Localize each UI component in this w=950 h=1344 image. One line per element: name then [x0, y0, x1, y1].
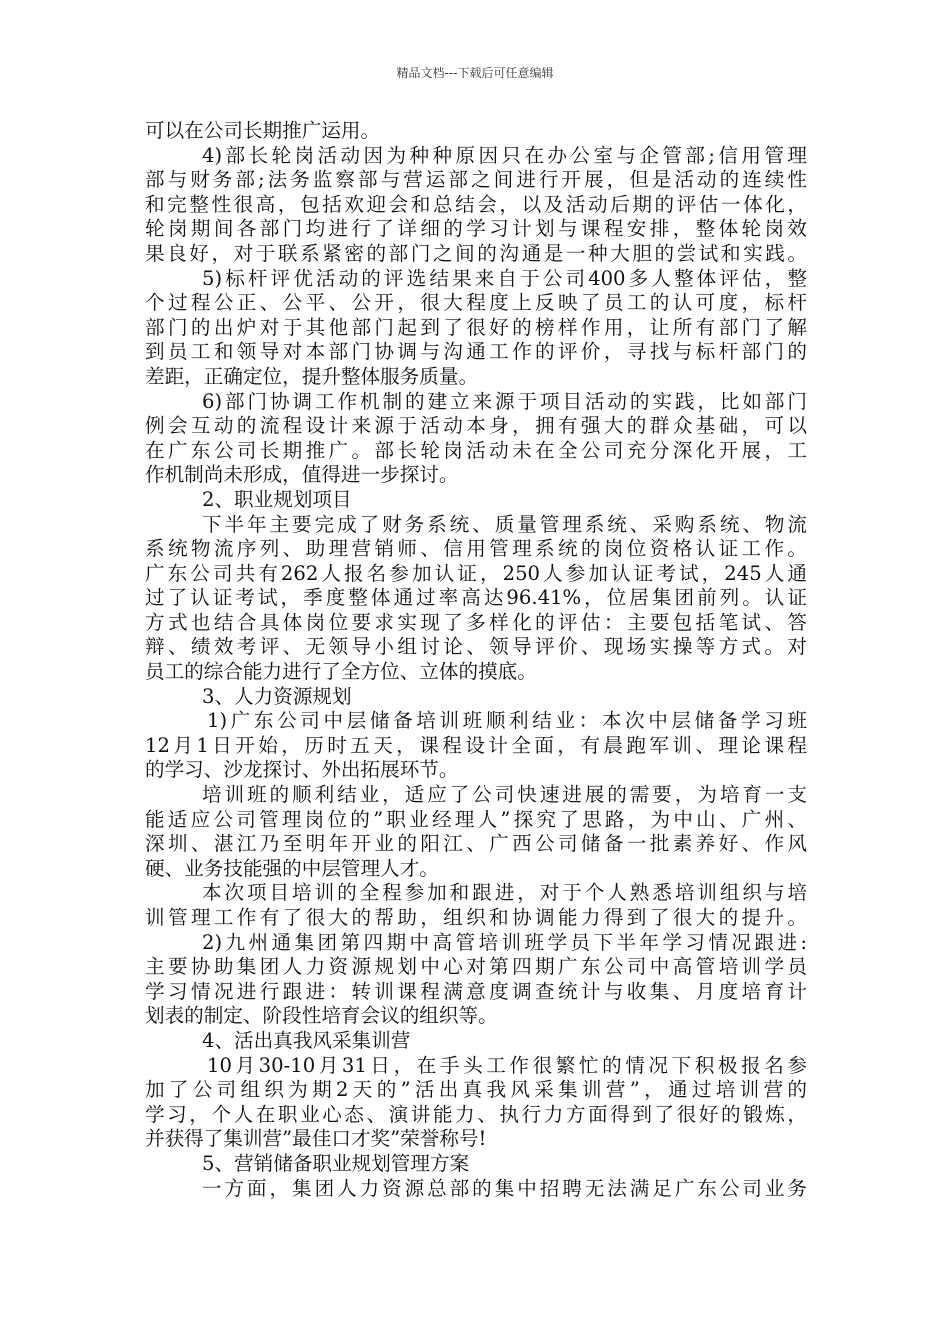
- text-line: 一方面，集团人力资源总部的集中招聘无法满足广东公司业务: [202, 1176, 807, 1200]
- text-line: 并获得了集训营”最佳口才奖”荣誉称号!: [145, 1127, 487, 1151]
- text-line: 轮岗期间各部门均进行了详细的学习计划与课程安排，整体轮岗效: [145, 217, 807, 241]
- text-line: 个过程公正、公平、公开，很大程度上反映了员工的认可度，标杆: [145, 291, 807, 315]
- section-heading: 2、职业规划项目: [202, 487, 352, 511]
- section-heading: 5、营销储备职业规划管理方案: [202, 1151, 470, 1175]
- text-line: 下半年主要完成了财务系统、质量管理系统、采购系统、物流: [202, 512, 807, 536]
- text-line: 在广东公司长期推广。部长轮岗活动未在全公司充分深化开展，工: [145, 438, 807, 462]
- text-line: 培训班的顺利结业，适应了公司快速进展的需要，为培育一支: [202, 783, 807, 807]
- text-line: 部与财务部;法务监察部与营运部之间进行开展，但是活动的连续性: [145, 168, 807, 192]
- text-line: 5)标杆评优活动的评选结果来自于公司400多人整体评估，整: [202, 266, 807, 290]
- text-line: 10月30-10月31日，在手头工作很繁忙的情况下积极报名参: [207, 1053, 807, 1077]
- text-line: 主要协助集团人力资源规划中心对第四期广东公司中高管培训学员: [145, 955, 807, 979]
- text-line: 到员工和领导对本部门协调与沟通工作的评价，寻找与标杆部门的: [145, 340, 807, 364]
- text-line: 可以在公司长期推广运用。: [145, 119, 381, 142]
- text-line: 深圳、湛江乃至明年开业的阳江、广西公司储备一批素养好、作风: [145, 832, 807, 856]
- text-line: 果良好，对于联系紧密的部门之间的沟通是一种大胆的尝试和实践。: [145, 241, 807, 265]
- document-body: [145, 119, 807, 1201]
- text-line: 差距，正确定位，提升整体服务质量。: [145, 364, 479, 388]
- text-line: 划表的制定、阶段性培育会议的组织等。: [145, 1004, 498, 1028]
- text-line: 部门的出炉对于其他部门起到了很好的榜样作用，让所有部门了解: [145, 315, 807, 339]
- text-line: 本次项目培训的全程参加和跟进，对于个人熟悉培训组织与培: [202, 881, 807, 905]
- text-line: 训管理工作有了很大的帮助，组织和协调能力得到了很大的提升。: [145, 906, 807, 929]
- text-line: 广东公司共有262人报名参加认证，250人参加认证考试，245人通: [145, 561, 807, 585]
- text-line: 员工的综合能力进行了全方位、立体的摸底。: [145, 660, 537, 684]
- text-line: 2)九州通集团第四期中高管培训班学员下半年学习情况跟进:: [202, 930, 807, 954]
- text-line: 的学习、沙龙探讨、外出拓展环节。: [145, 758, 459, 782]
- section-heading: 3、人力资源规划: [202, 684, 352, 708]
- text-line: 能适应公司管理岗位的”职业经理人”探究了思路，为中山、广州、: [145, 807, 807, 831]
- section-heading: 4、活出真我风采集训营: [202, 1028, 411, 1052]
- text-line: 例会互动的流程设计来源于活动本身，拥有强大的群众基础，可以: [145, 414, 807, 438]
- text-line: 方式也结合具体岗位要求实现了多样化的评估：主要包括笔试、答: [145, 610, 807, 634]
- text-line: 4)部长轮岗活动因为种种原因只在办公室与企管部;信用管理: [202, 143, 807, 167]
- text-line: 学习，个人在职业心态、演讲能力、执行力方面得到了很好的锻炼，: [145, 1102, 807, 1126]
- text-line: 1)广东公司中层储备培训班顺利结业：本次中层储备学习班: [207, 709, 807, 733]
- text-line: 硬、业务技能强的中层管理人才。: [145, 856, 439, 880]
- text-line: 系统物流序列、助理营销师、信用管理系统的岗位资格认证工作。: [145, 537, 807, 561]
- text-line: 和完整性很高，包括欢迎会和总结会，以及活动后期的评估一体化，: [145, 192, 807, 216]
- text-line: 作机制尚未形成，值得进一步探讨。: [145, 463, 459, 487]
- text-line: 6)部门协调工作机制的建立来源于项目活动的实践，比如部门: [202, 389, 807, 413]
- text-line: 学习情况进行跟进：转训课程满意度调查统计与收集、月度培育计: [145, 979, 807, 1003]
- text-line: 加了公司组织为期2天的”活出真我风采集训营”，通过培训营的: [145, 1078, 807, 1102]
- text-line: 12月1日开始，历时五天，课程设计全面，有晨跑军训、理论课程: [145, 733, 807, 757]
- text-line: 过了认证考试，季度整体通过率高达96.41%，位居集团前列。认证: [145, 586, 807, 610]
- page-header: 精品文档---下载后可任意编辑: [396, 66, 554, 80]
- text-line: 辩、绩效考评、无领导小组讨论、领导评价、现场实操等方式。对: [145, 635, 807, 659]
